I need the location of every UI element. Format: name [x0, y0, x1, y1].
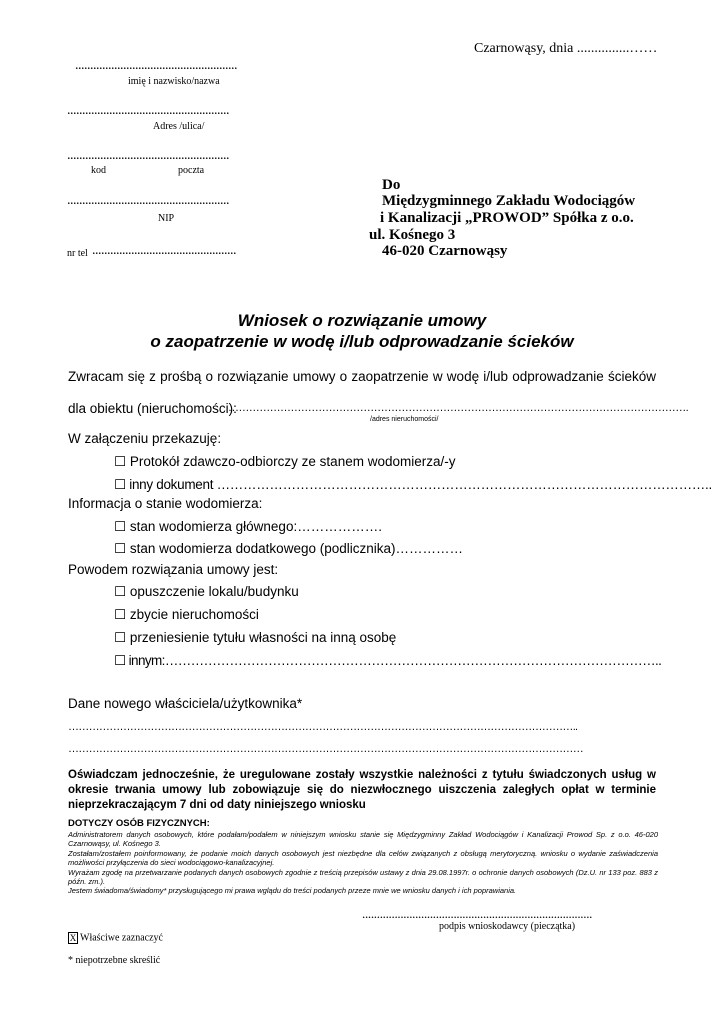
signature-field[interactable]: .............................................................................. [362, 906, 593, 921]
attachments-heading: W załączeniu przekazuję: [68, 431, 222, 446]
phone-field[interactable]: ................................................ [92, 243, 236, 258]
reason-heading: Powodem rozwiązania umowy jest: [68, 562, 279, 577]
object-hint: /adres nieruchomości/ [370, 416, 439, 423]
object-address-field[interactable]: ……………………………………………………………………………………………………………………. [228, 402, 689, 414]
strike-note: * niepotrzebne skreślić [68, 955, 161, 966]
reason-sale-checkbox[interactable]: ☐ zbycie nieruchomości [114, 607, 259, 622]
recipient-to: Do [382, 177, 401, 193]
address-label: Adres /ulica/ [153, 121, 205, 132]
mark-note-text: Właściwe zaznaczyć [80, 932, 163, 944]
gdpr-paragraph-1: Administratorem danych osobowych, które podałam/podałem w niniejszym wniosku stanie się Międzygminny Zakład Wodociągów i Kanalizacji Prowod Sp. z o.o. 46-020 Czarnowąsy, ul. Kośnego 3. [68, 830, 658, 848]
new-owner-label: Dane nowego właściciela/użytkownika* [68, 696, 303, 711]
attachment-other-checkbox[interactable]: ☐ inny dokument ………………………………………………………………………………………………….. [114, 477, 712, 492]
attachment-protocol-checkbox[interactable]: ☐ Protokół zdawczo-odbiorczy ze stanem wodomierza/-y [114, 454, 456, 469]
nip-label: NIP [158, 213, 175, 224]
meter-heading: Informacja o stanie wodomierza: [68, 496, 263, 511]
name-label: imię i nazwisko/nazwa [128, 76, 220, 87]
recipient-city: 46-020 Czarnowąsy [382, 243, 508, 259]
intro-text: Zwracam się z prośbą o rozwiązanie umowy o zaopatrzenie w wodę i/lub odprowadzanie ścieków [68, 369, 656, 384]
reason-other-checkbox[interactable]: ☐ innym:…………………………………………………………………………………………………….. [114, 653, 662, 668]
phone-label: nr tel [67, 248, 88, 259]
reason-transfer-checkbox[interactable]: ☐ przeniesienie tytułu własności na inną osobę [114, 630, 397, 645]
meter-main-checkbox[interactable]: ☐ stan wodomierza głównego:………………. [114, 519, 382, 534]
page-title: Wniosek o rozwiązanie umowy [237, 311, 487, 330]
gdpr-paragraph-4: Jestem świadoma/świadomy* przysługującego mi prawa wglądu do treści podanych przeze mnie we wniosku danych i ich poprawiania. [68, 886, 517, 895]
reason-vacate-checkbox[interactable]: ☐ opuszczenie lokalu/budynku [114, 584, 299, 599]
checked-box-icon: X [69, 933, 77, 943]
address-field[interactable]: ...................................................... [67, 103, 229, 118]
declaration-text: Oświadczam jednocześnie, że uregulowane zostały wszystkie należności z tytułu świadczonych usług w okresie trwania umowy lub zobowiązuje się do niezwłocznego uiszczenia zaległych opłat w terminie nieprzekraczającym 7 dni od daty niniejszego wniosku [68, 769, 656, 811]
recipient-street: ul. Kośnego 3 [369, 227, 456, 243]
postal-code-label: kod [91, 165, 106, 176]
nip-field[interactable]: ...................................................... [67, 193, 229, 208]
meter-sub-checkbox[interactable]: ☐ stan wodomierza dodatkowego (podlicznika)…………… [114, 541, 463, 556]
postal-field[interactable]: ...................................................... [67, 148, 229, 163]
gdpr-paragraph-2: Zostałam/zostałem poinformowany, że podanie moich danych osobowych jest niezbędne dla celów związanych z obsługą merytoryczną. wniosku o wydanie zaświadczenia możliwości przyłączenia do sieci wodociągowo-kanalizacyjnej. [68, 849, 658, 867]
new-owner-field-2[interactable]: …………………………………………………………………………………………………………………………………… [68, 743, 584, 755]
new-owner-field-1[interactable]: ………………………………………………………………………………………………………………………………….. [68, 721, 578, 733]
mark-note [68, 932, 163, 944]
recipient-company-2: i Kanalizacji „PROWOD” Spółka z o.o. [380, 210, 634, 226]
name-field[interactable]: ...................................................... [75, 58, 237, 73]
recipient-company: Międzygminnego Zakładu Wodociągów [382, 193, 636, 209]
signature-label: podpis wnioskodawcy (pieczątka) [439, 921, 576, 932]
place-date[interactable]: Czarnowąsy, dnia ...............…… [474, 41, 658, 56]
gdpr-paragraph-3: Wyrażam zgodę na przetwarzanie podanych danych osobowych zgodnie z treścią przepisów ustawy z dnia 29.08.1997r. o ochronie danych osobowych (Dz.U. nr 133 poz. 883 z późn. zm.). [68, 868, 658, 886]
page-subtitle: o zaopatrzenie w wodę i/lub odprowadzanie ścieków [150, 332, 574, 351]
postal-city-label: poczta [178, 165, 205, 176]
gdpr-heading: DOTYCZY OSÓB FIZYCZNYCH: [68, 818, 210, 829]
object-label: dla obiektu (nieruchomości): [68, 401, 237, 416]
